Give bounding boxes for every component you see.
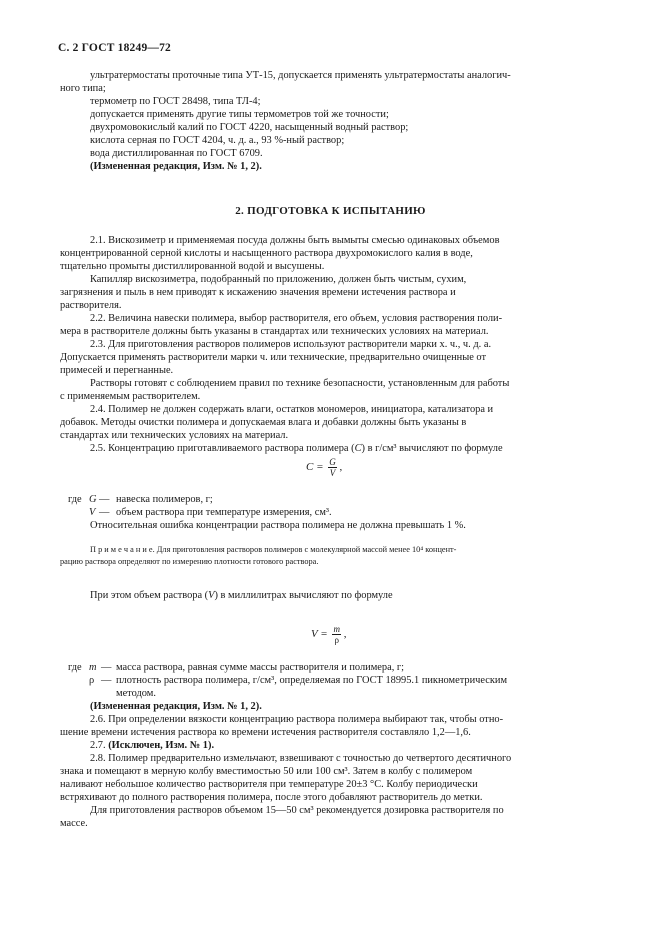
paragraph-line: растворителя. — [60, 300, 122, 311]
formula-lhs: V = — [311, 628, 328, 641]
paragraph-text: При этом объем раствора ( — [90, 590, 209, 601]
formula-volume — [311, 624, 346, 645]
formula-numerator: G — [329, 457, 336, 467]
formula-tail: , — [343, 628, 347, 641]
paragraph-line: 2.3. Для приготовления растворов полимеров используют растворители марки х. ч., ч. д. а. — [90, 339, 492, 350]
formula-denominator: ρ — [334, 635, 339, 645]
where-symbol: ρ — [89, 675, 95, 686]
formula-numerator: m — [333, 624, 340, 634]
intro-line: двухромовокислый калий по ГОСТ 4220, насыщенный водный раствор; — [90, 122, 409, 133]
formula-denominator: V — [329, 468, 336, 478]
where-symbol: V — [89, 507, 96, 518]
paragraph-line: 2.4. Полимер не должен содержать влаги, остатков мономеров, инициатора, катализатора и — [90, 404, 494, 415]
intro-line: термометр по ГОСТ 28498, типа ТЛ-4; — [90, 96, 261, 107]
where-text: масса раствора, равная сумме массы растворителя и полимера, г; — [116, 662, 405, 673]
paragraph-line: шение времени истечения раствора ко времени истечения растворителя составляло 1,2—1,6. — [60, 727, 471, 738]
intro-line: кислота серная по ГОСТ 4204, ч. д. а., 93 %-ный раствор; — [90, 135, 345, 146]
formula-fraction — [332, 624, 341, 645]
note-line — [90, 544, 456, 555]
excluded-note: (Исключен, Изм. № 1). — [108, 740, 215, 751]
note-text: Для приготовления растворов полимеров с молекулярной массой менее 10⁴ концент- — [156, 545, 457, 554]
where-prefix: где — [68, 662, 82, 673]
formula-tail: , — [339, 461, 343, 474]
paragraph-line: наливают небольшое количество растворителя при температуре 20±3 °С. Колбу периодически — [60, 779, 478, 790]
formula-fraction — [328, 457, 337, 478]
paragraph-line — [90, 442, 503, 455]
paragraph-line: массе. — [60, 818, 88, 829]
where-text: навеска полимеров, г; — [116, 494, 213, 505]
where-prefix: где — [68, 494, 82, 505]
paragraph-line: Относительная ошибка концентрации раствора полимера не должна превышать 1 %. — [90, 520, 466, 531]
where-text: объем раствора при температуре измерения, см³. — [116, 507, 332, 518]
paragraph-line: 2.6. При определении вязкости концентрацию раствора полимера выбирают так, чтобы отно- — [90, 714, 504, 725]
where-dash: — — [99, 494, 110, 505]
variable-symbol: V — [208, 590, 215, 601]
section-title: 2. ПОДГОТОВКА К ИСПЫТАНИЮ — [235, 205, 426, 217]
note-label: П р и м е ч а н и е. — [90, 545, 155, 554]
intro-line: вода дистиллированная по ГОСТ 6709. — [90, 148, 263, 159]
paragraph-line — [90, 589, 393, 602]
paragraph-number: 2.7. — [90, 740, 106, 751]
paragraph-line: Капилляр вискозиметра, подобранный по приложению, должен быть чистым, сухим, — [90, 274, 467, 285]
where-text: плотность раствора полимера, г/см³, определяемая по ГОСТ 18995.1 пикнометрическим — [116, 675, 508, 686]
where-symbol: G — [89, 494, 97, 505]
paragraph-text: 2.5. Концентрацию приготавливаемого раствора полимера ( — [90, 443, 355, 454]
paragraph-line: загрязнения и пыль в нем приводят к искажению значения времени истечения раствора и — [60, 287, 456, 298]
where-dash: — — [99, 507, 110, 518]
intro-line: ультратермостаты проточные типа УТ-15, допускается применять ультратермостаты аналогич- — [90, 70, 511, 81]
paragraph-line: 2.1. Вискозиметр и применяемая посуда должны быть вымыты смесью одинаковых объемов — [90, 235, 500, 246]
paragraph-line: добавок. Методы очистки полимера и допускаемая влага и добавки должны быть указаны в — [60, 417, 467, 428]
edition-note: (Измененная редакция, Изм. № 1, 2). — [90, 701, 262, 712]
paragraph-text: ) в миллилитрах вычисляют по формуле — [214, 590, 393, 601]
paragraph-line: примесей и перегнанные. — [60, 365, 174, 376]
note-line: рацию раствора определяют по измерению плотности готового раствора. — [60, 557, 319, 566]
intro-line: допускается применять другие типы термометров той же точности; — [90, 109, 389, 120]
paragraph-line: стандартах или технических условиях на материал. — [60, 430, 289, 441]
paragraph-line: 2.8. Полимер предварительно измельчают, взвешивают с точностью до четвертого десятичного — [90, 753, 512, 764]
where-symbol: m — [89, 662, 97, 673]
variable-symbol: C — [354, 443, 362, 454]
paragraph-line: тщательно промыты дистиллированной водой и высушены. — [60, 261, 325, 272]
where-text: методом. — [116, 688, 156, 699]
paragraph-line: Для приготовления растворов объемом 15—50 см³ рекомендуется дозировка растворителя по — [90, 805, 504, 816]
paragraph-line: 2.2. Величина навески полимера, выбор растворителя, его объем, условия растворения поли- — [90, 313, 503, 324]
paragraph-text: ) в г/см³ вычисляют по формуле — [361, 443, 503, 454]
where-dash: — — [101, 675, 112, 686]
where-dash: — — [101, 662, 112, 673]
paragraph-line: мера в растворителе должны быть указаны в стандартах или технических условиях на материал. — [60, 326, 489, 337]
paragraph-line: встряхивают до полного растворения полимера, после этого добавляют растворитель до метки. — [60, 792, 483, 803]
paragraph-line: Растворы готовят с соблюдением правил по технике безопасности, установленным для работы — [90, 378, 510, 389]
formula-lhs: C = — [306, 461, 324, 474]
intro-line: ного типа; — [60, 83, 106, 94]
paragraph-line: концентрированной серной кислоты и насыщенного раствора двухромокислого калия в воде, — [60, 248, 473, 259]
paragraph-line: Допускается применять растворители марки ч. или технические, предварительно очищенные от — [60, 352, 487, 363]
paragraph-line: с применяемым растворителем. — [60, 391, 201, 402]
paragraph-line — [90, 739, 214, 752]
paragraph-line: знака и помещают в мерную колбу вместимостью 50 или 100 см³. Затем в колбу с полимером — [60, 766, 473, 777]
formula-concentration — [306, 457, 342, 478]
page-header: С. 2 ГОСТ 18249—72 — [58, 42, 171, 54]
edition-note: (Измененная редакция, Изм. № 1, 2). — [90, 161, 262, 172]
